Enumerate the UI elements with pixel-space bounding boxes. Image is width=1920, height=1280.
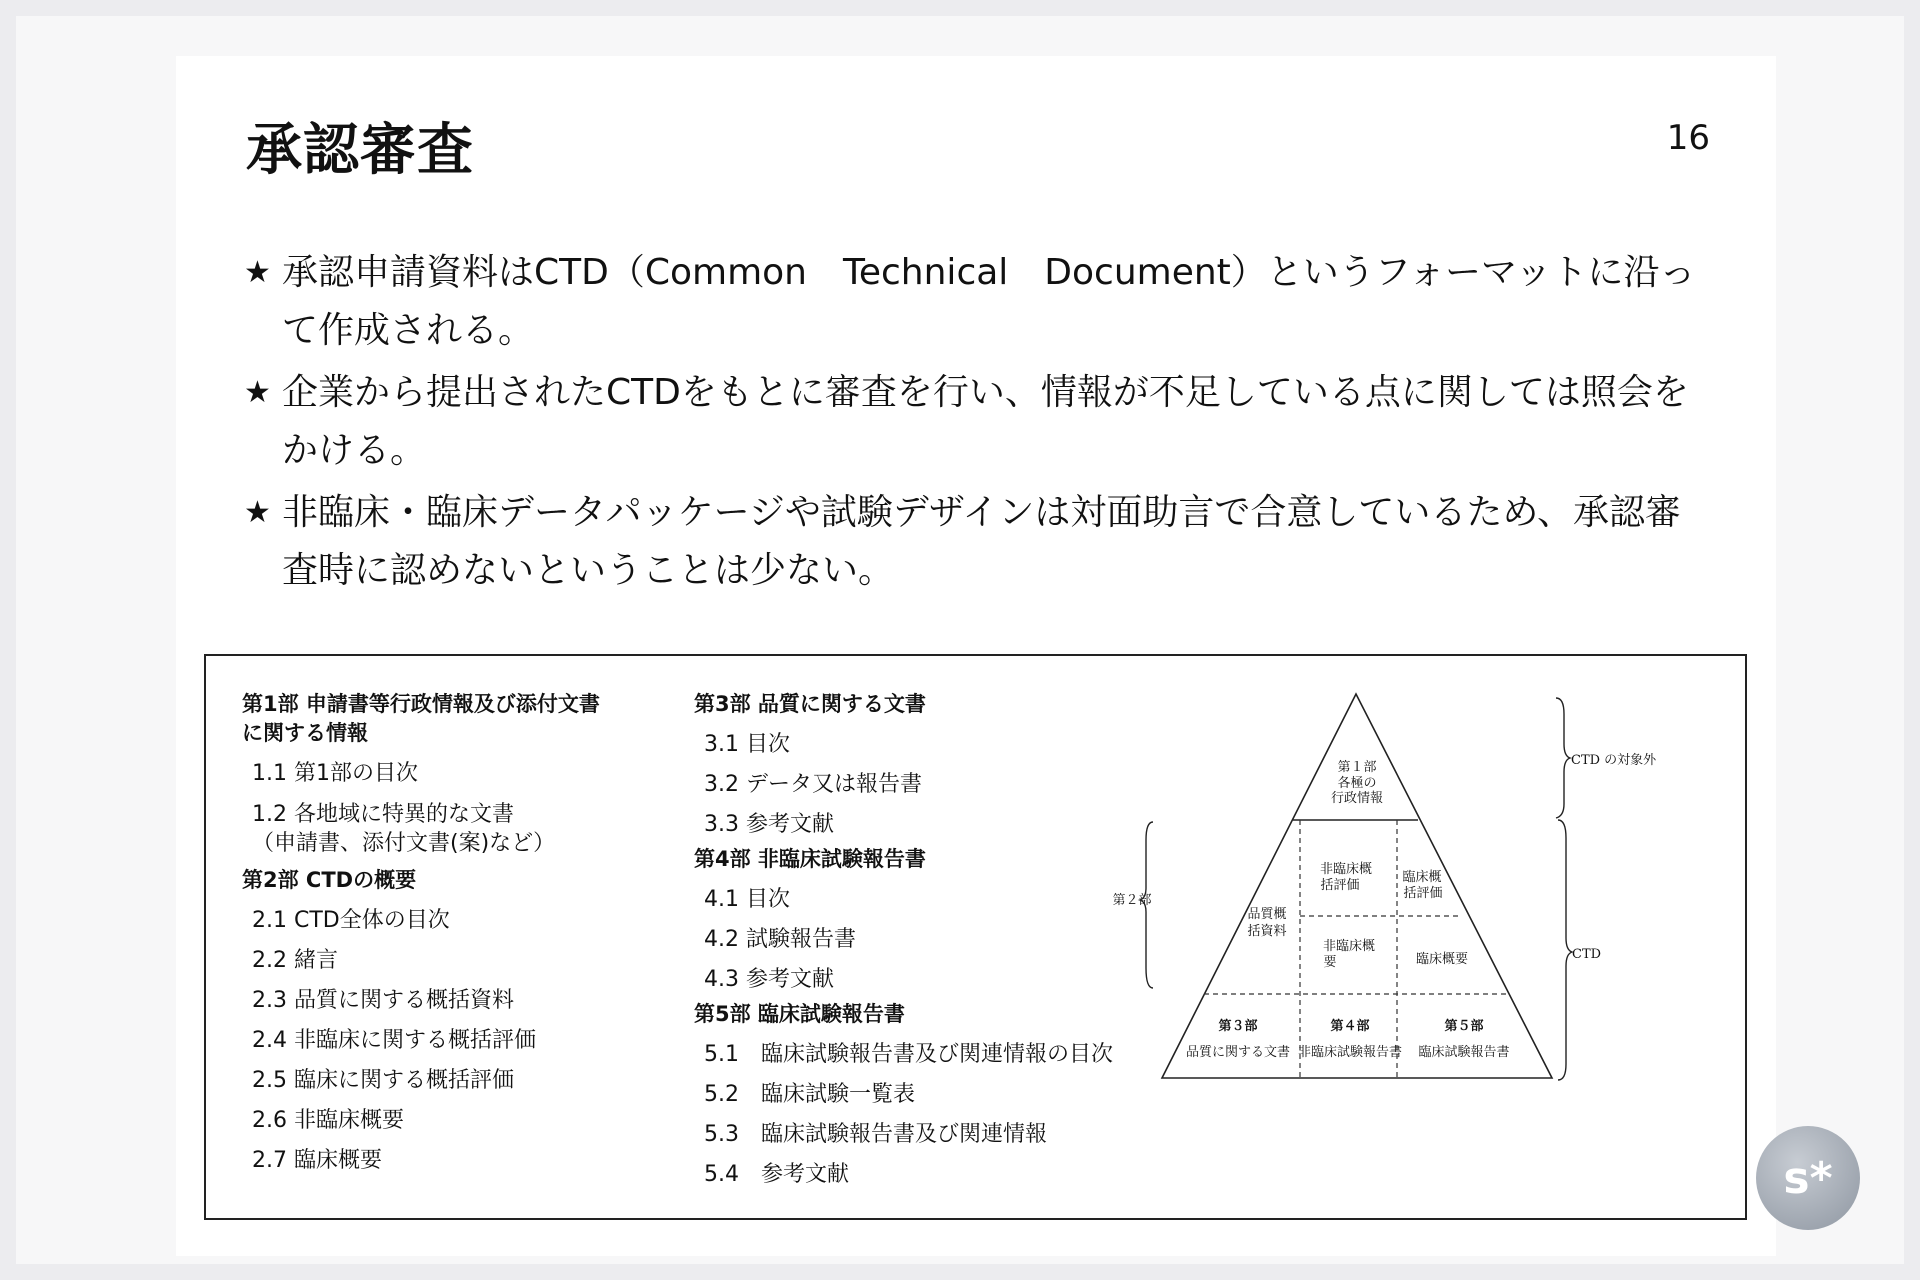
list-item: 3.2 データ又は報告書 [704,772,922,797]
list-item: 5.1 臨床試験報告書及び関連情報の目次 [704,1042,1113,1067]
list-item: 2.6 非臨床概要 [252,1108,404,1133]
part4-heading: 第4部 非臨床試験報告書 [694,847,926,871]
pyramid-base-sub: 臨床試験報告書 [1418,1045,1510,1060]
list-item: 4.2 試験報告書 [704,927,856,952]
part2-heading: 第2部 CTDの概要 [242,868,417,892]
pyramid-top-label: 行政情報 [1330,791,1384,806]
part2-side-label: 第２部 [1112,893,1152,908]
ctd-pyramid-diagram [1106,692,1736,1202]
list-item: 3.3 参考文献 [704,812,834,837]
pyramid-cell-label: 括評価 [1403,886,1443,901]
list-item: 2.3 品質に関する概括資料 [252,988,514,1013]
bullet-item [244,364,1714,480]
pyramid-base-sub: 品質に関する文書 [1185,1045,1291,1060]
pyramid-cell-label: 要 [1323,955,1337,970]
logo-icon: s* [1756,1126,1860,1230]
list-item [242,794,662,866]
list-item: 2.5 臨床に関する概括評価 [252,1068,514,1093]
bullet-text: 承認申請資料はCTD（Common Technical Document）というフォーマットに沿って作成される。 [282,252,1696,351]
bullet-text: 企業から提出されたCTDをもとに審査を行い、情報が不足している点に関しては照会をかける。 [282,372,1689,471]
star-icon: ★ [244,375,271,410]
ctd-out-of-scope-label: CTD の対象外 [1571,753,1657,768]
list-item: 1.1 第1部の目次 [252,761,418,786]
list-item: 3.1 目次 [704,732,790,757]
slide [176,56,1776,1256]
list-item: 2.7 臨床概要 [252,1148,382,1173]
pyramid-base-title: 第４部 [1330,1019,1370,1034]
ctd-list-right [694,690,1134,1195]
bullet-item [244,484,1714,600]
part1-heading-line1: 第1部 申請書等行政情報及び添付文書 [242,692,600,716]
bullet-list [244,244,1714,604]
pyramid-top-label: 各極の [1337,776,1377,791]
part1-heading [242,690,662,748]
part3-heading: 第3部 品質に関する文書 [694,692,926,716]
list-item: 2.4 非臨床に関する概括評価 [252,1028,536,1053]
pyramid-top-label: 第１部 [1337,760,1377,775]
list-item: 5.2 臨床試験一覧表 [704,1082,915,1107]
pyramid-cell-label: 臨床概要 [1415,952,1469,967]
item-1-2-line2: （申請書、添付文書(案)など） [252,831,556,856]
ctd-list-left [242,690,662,1181]
part5-heading: 第5部 臨床試験報告書 [694,1002,905,1026]
list-item: 5.3 臨床試験報告書及び関連情報 [704,1122,1047,1147]
screen-frame [16,16,1904,1264]
brace-ctd [1558,820,1572,1080]
pyramid-base-title: 第５部 [1444,1019,1484,1034]
pyramid-base-sub: 非臨床試験報告書 [1297,1045,1403,1060]
page-number: 16 [1666,118,1710,158]
list-item: 2.2 緒言 [252,948,338,973]
pyramid-cell-label: 臨床概 [1402,870,1442,885]
list-item: 4.1 目次 [704,887,790,912]
bullet-item [244,244,1714,360]
pyramid-cell-label: 品質概 [1247,907,1287,922]
slide-title: 承認審査 [246,118,474,183]
pyramid-base-title: 第３部 [1218,1019,1258,1034]
item-1-2-line1: 1.2 各地域に特異的な文書 [252,802,514,827]
part1-heading-line2: に関する情報 [242,721,368,745]
brace-out-of-scope [1556,698,1570,818]
ctd-figure [204,654,1747,1220]
bullet-text: 非臨床・臨床データパッケージや試験デザインは対面助言で合意しているため、承認審査時に認めないということは少ない。 [282,492,1681,591]
pyramid-cell-label: 括評価 [1320,878,1360,893]
ctd-label: CTD [1572,947,1602,962]
pyramid-cell-label: 非臨床概 [1319,862,1373,877]
pyramid-cell-label: 括資料 [1247,924,1287,939]
pyramid-cell-label: 非臨床概 [1322,939,1376,954]
star-icon: ★ [244,495,271,530]
list-item: 5.4 参考文献 [704,1162,849,1187]
star-icon: ★ [244,255,271,290]
list-item: 4.3 参考文献 [704,967,834,992]
list-item: 2.1 CTD全体の目次 [252,908,450,933]
